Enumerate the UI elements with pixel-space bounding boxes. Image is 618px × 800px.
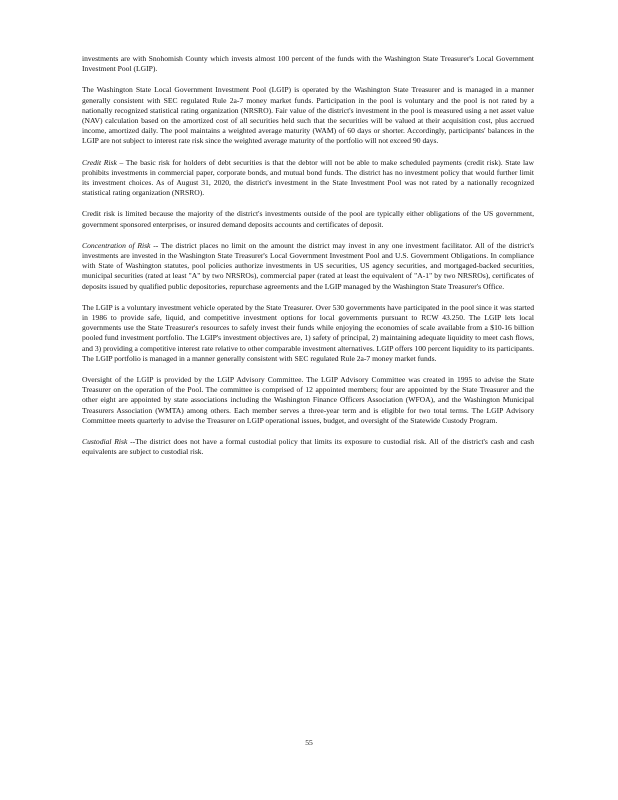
paragraph-lgip-oversight xyxy=(82,375,534,426)
paragraph-text: Oversight of the LGIP is provided by the LGIP Advisory Committee. The LGIP Advisory Committee was created in 1995 to advise the State Treasurer on the operation of the Pool. The committee is comprised of 12 appointed members; four are appointed by the State Treasurer and the other eight are appointed by state associations including the Washington Finance Officers Association (WFOA), and the Washington Municipal Treasurers Association (WMTA) among others. Each member serves a three-year term and is eligible for two total terms. The LGIP Advisory Committee meets quarterly to advise the Treasurer on LGIP operational issues, budget, and oversight of the Statewide Custody Program. xyxy=(82,375,534,425)
paragraph-credit-risk-limited xyxy=(82,209,534,229)
paragraph-text: The LGIP is a voluntary investment vehicle operated by the State Treasurer. Over 530 governments have participated in the pool since it was started in 1986 to provide safe, liquid, and competitive investment options for local governments pursuant to RCW 43.250. The LGIP lets local governments use the State Treasurer's resources to safely invest their funds while enjoying the economies of scale available from a $10-16 billion pooled fund investment portfolio. The LGIP's investment objectives are, 1) safety of principal, 2) maintaining adequate liquidity to meet cash flows, and 3) providing a competitive interest rate relative to other comparable investment alternatives. LGIP offers 100 percent liquidity to its participants. The LGIP portfolio is managed in a manner generally consistent with SEC regulated Rule 2a-7 money market funds. xyxy=(82,302,534,363)
paragraph-text: Credit risk is limited because the majority of the district's investments outside of the pool are typically either obligations of the US government, government sponsored enterprises, or insured demand deposits accounts and certificates of deposit. xyxy=(82,209,534,229)
paragraph-text: -- The district places no limit on the amount the district may invest in any one investment facilitator. All of the district's investments are invested in the Washington State Treasurer's Local Government Investment Pool and U.S. Government Obligations. In compliance with State of Washington statutes, pool policies authorize investments in US securities, US agency securities, and mortgaged-backed securities, municipal securities (rated at least "A" by two NRSROs), commercial paper (rated at least the equivalent of "A-1" by two NRSROs), certificates of deposits issued by qualified public depositories, repurchase agreements and the LGIP managed by the Washington State Treasurer's Office. xyxy=(82,240,534,291)
paragraph-custodial-risk xyxy=(82,437,534,457)
page-number: 55 xyxy=(305,738,313,747)
paragraph-lgip-description xyxy=(82,85,534,146)
paragraph-concentration-of-risk xyxy=(82,241,534,292)
custodial-risk-heading: Custodial Risk xyxy=(82,437,128,447)
paragraph-text: – The basic risk for holders of debt securities is that the debtor will not be able to make scheduled payments (credit risk). State law prohibits investments in commercial paper, corporate bonds, and mutual bond funds. The district has no investment policy that would further limit its investment choices. As of August 31, 2020, the district's investment in the State Investment Pool was not rated by a nationally recognized statistical rating organization (NRSRO). xyxy=(82,157,535,198)
paragraph-text: investments are with Snohomish County which invests almost 100 percent of the funds with the Washington State Treasurer's Local Government Investment Pool (LGIP). xyxy=(82,54,534,74)
paragraph-text: --The district does not have a formal custodial policy that limits its exposure to custodial risk. All of the district's cash and cash equivalents are subject to custodial risk. xyxy=(82,437,534,457)
concentration-of-risk-heading: Concentration of Risk xyxy=(82,240,151,250)
paragraph-text: The Washington State Local Government Investment Pool (LGIP) is operated by the Washington State Treasurer and is managed in a manner generally consistent with SEC regulated Rule 2a-7 money market funds. Participation in the pool is voluntary and the pool is not rated by a nationally recognized statistical rating organization (NRSRO). Fair value of the district's investment in the pool is measured using a net asset value (NAV) calculation based on the amortized cost of all securities held such that the securities will be valued at their acquisition cost, plus accrued income, amortized daily. The pool maintains a weighted average maturity (WAM) of 60 days or shorter. Accordingly, participants' balances in the LGIP are not subject to interest rate risk since the weighted average maturity of the portfolio will not exceed 90 days. xyxy=(82,85,534,146)
paragraph-credit-risk xyxy=(82,158,534,199)
credit-risk-heading: Credit Risk xyxy=(82,157,117,167)
paragraph-investments-intro xyxy=(82,54,534,74)
document-body xyxy=(82,54,534,469)
paragraph-lgip-vehicle xyxy=(82,303,534,364)
